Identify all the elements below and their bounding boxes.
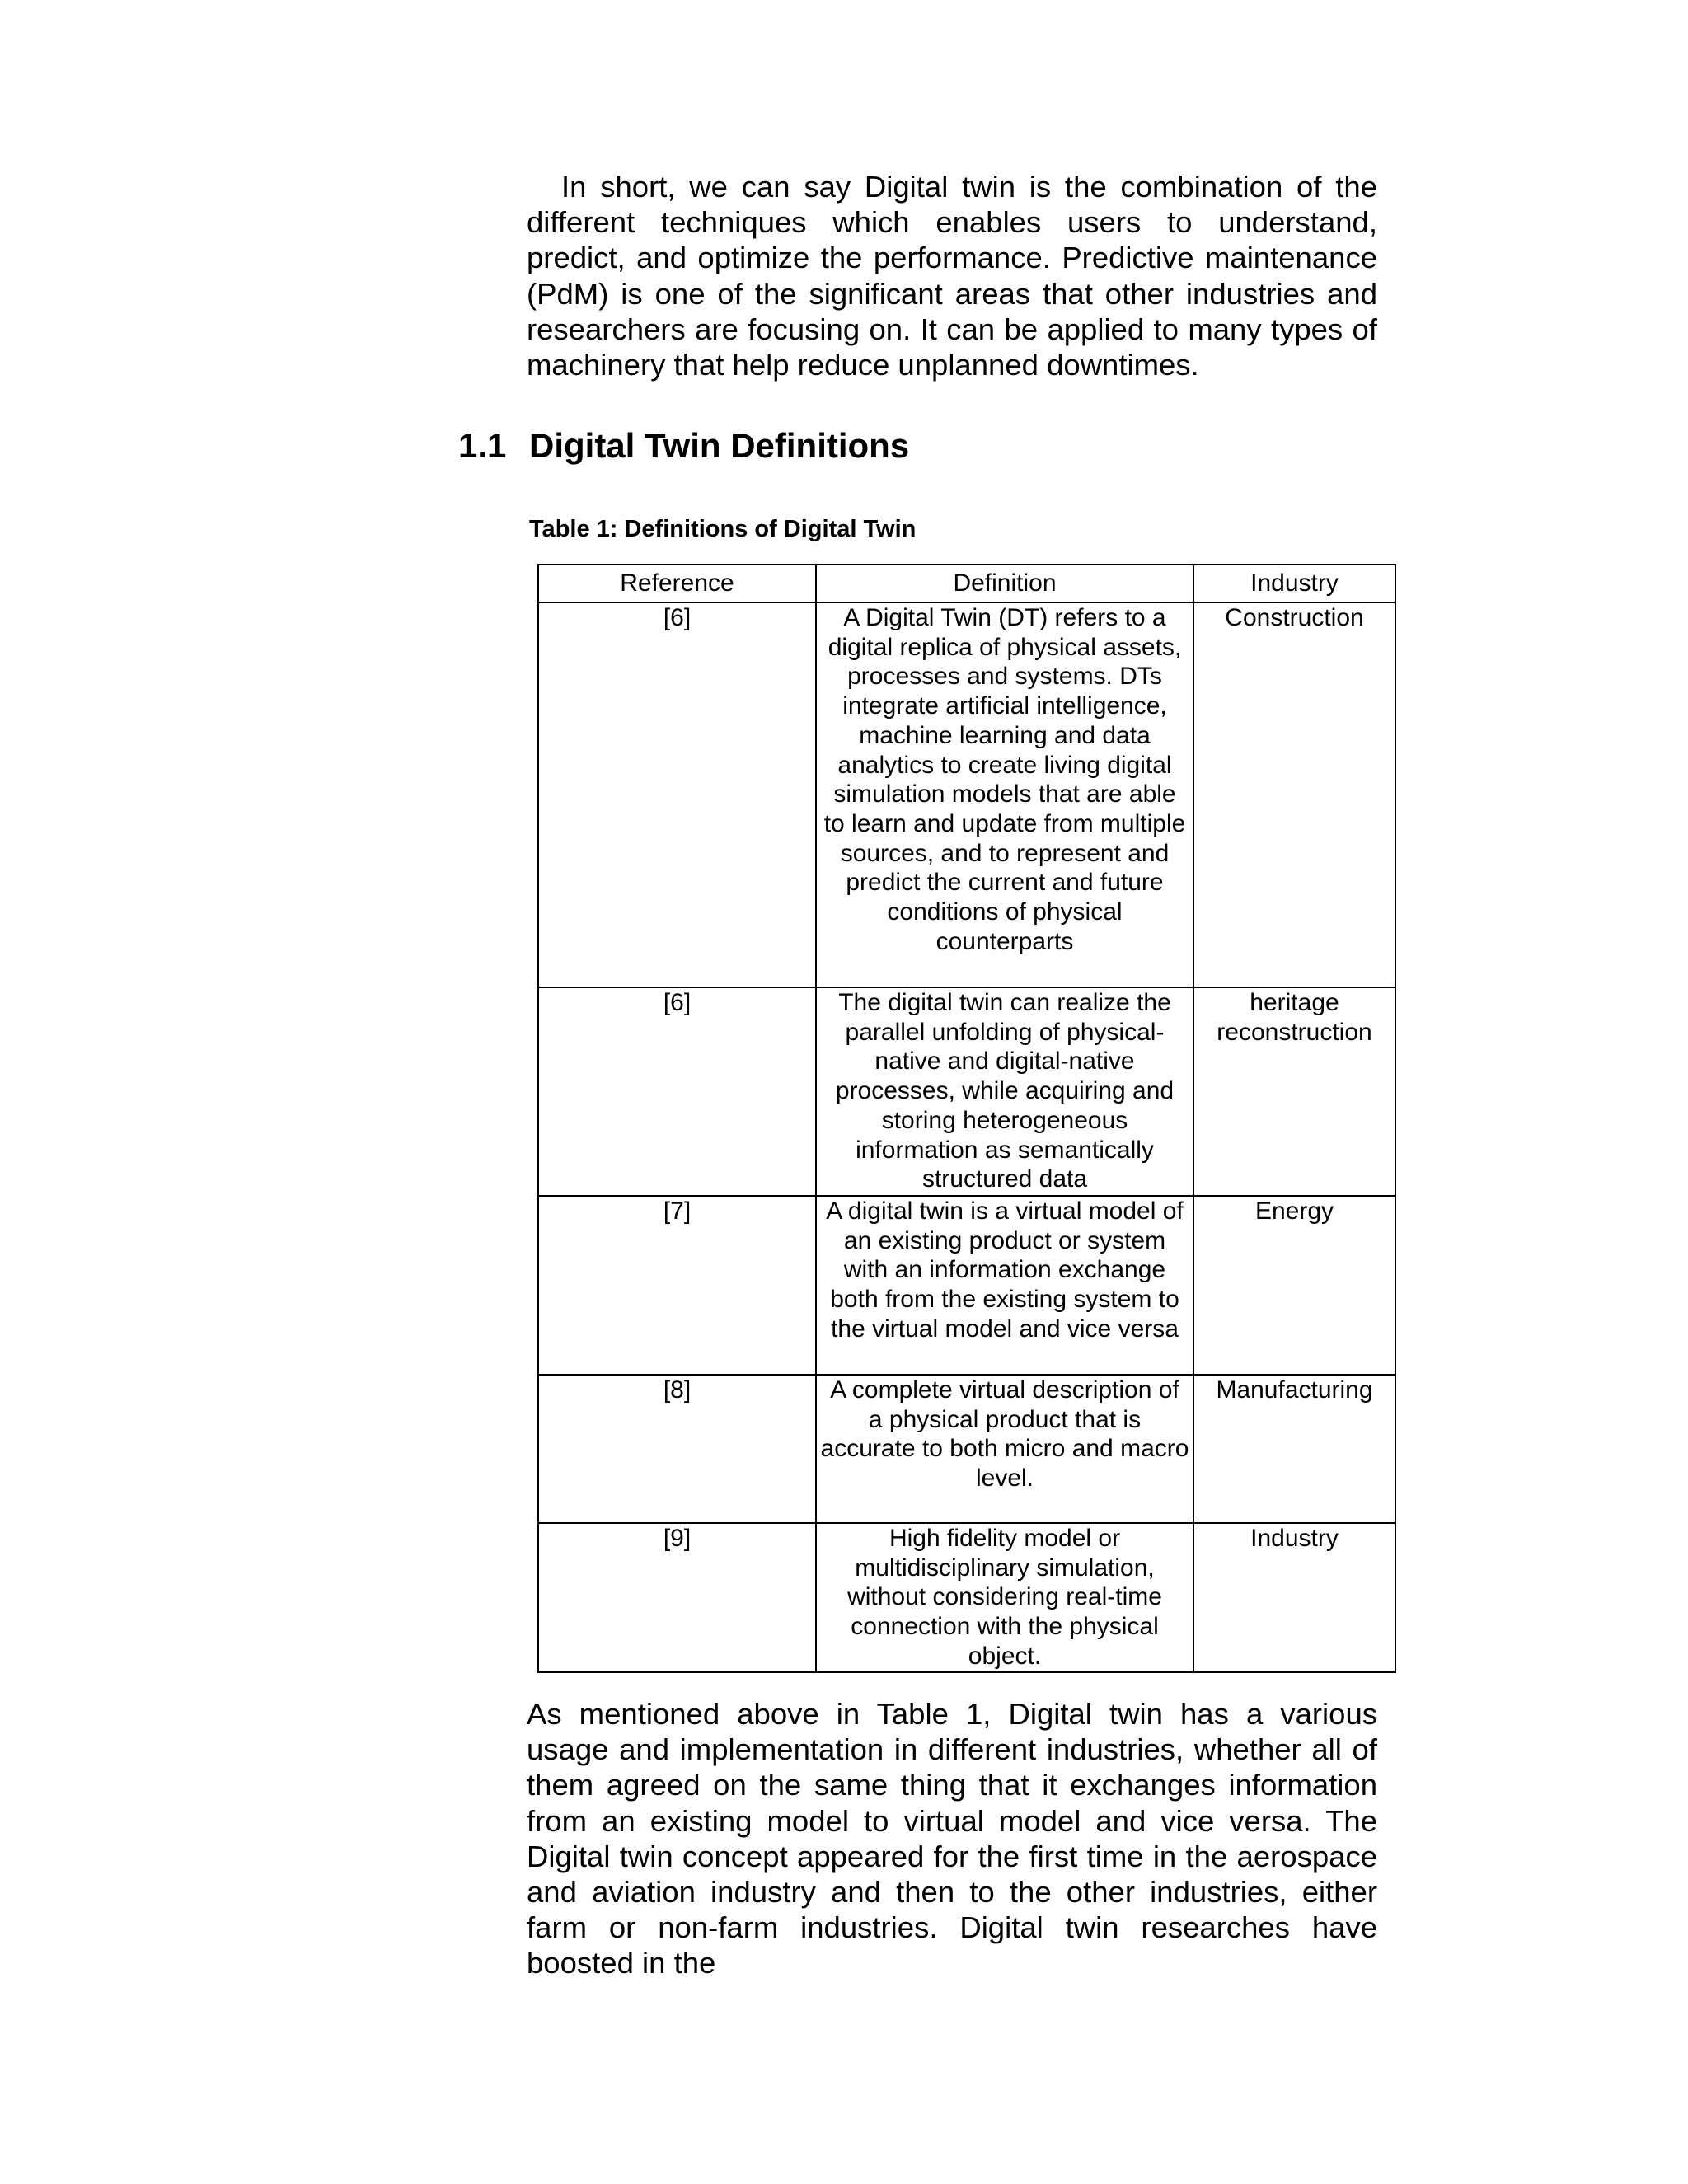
cell-industry: Construction	[1193, 602, 1395, 987]
cell-definition: A digital twin is a virtual model of an existing product or system with an information exchange both from the existing system to the virtual model and vice versa	[816, 1196, 1193, 1375]
table-row	[538, 987, 1395, 1196]
header-definition: Definition	[816, 565, 1193, 602]
table-row	[538, 1375, 1395, 1523]
definitions-table	[537, 564, 1396, 1673]
cell-definition: High fidelity model or multidisciplinary simulation, without considering real-time connection with the physical object.	[816, 1523, 1193, 1672]
intro-paragraph	[527, 169, 1377, 382]
after-table-paragraph: As mentioned above in Table 1, Digital twin has a various usage and implementation in different industries, whether all of them agreed on the same thing that it exchanges information from an existing model to virtual model and vice versa. The Digital twin concept appeared for the first time in the aerospace and aviation industry and then to the other industries, either farm or non-farm industries. Digital twin researches have boosted in the	[527, 1697, 1377, 1980]
cell-industry: Industry	[1193, 1523, 1395, 1672]
cell-definition: A Digital Twin (DT) refers to a digital replica of physical assets, processes and systems. DTs integrate artificial intelligence, machine learning and data analytics to create living digital simulation models that are able to learn and update from multiple sources, and to represent and predict the current and future conditions of physical counterparts	[816, 602, 1193, 987]
cell-industry: Energy	[1193, 1196, 1395, 1375]
header-reference: Reference	[538, 565, 816, 602]
table-caption: Table 1: Definitions of Digital Twin	[529, 516, 917, 542]
table-header-row	[538, 565, 1395, 602]
section-heading	[458, 423, 909, 469]
table-row	[538, 1196, 1395, 1375]
table-row	[538, 602, 1395, 987]
cell-definition: The digital twin can realize the parallel unfolding of physical-native and digital-native processes, while acquiring and storing heterogeneous information as semantically structured data	[816, 987, 1193, 1196]
cell-definition: A complete virtual description of a physical product that is accurate to both micro and macro level.	[816, 1375, 1193, 1523]
table-row	[538, 1523, 1395, 1672]
section-number: 1.1	[458, 426, 507, 465]
section-title: Digital Twin Definitions	[529, 426, 910, 465]
intro-paragraph-text: In short, we can say Digital twin is the combination of the different techniques which enables users to understand, predict, and optimize the performance. Predictive maintenance (PdM) is one of the significant areas that other industries and researchers are focusing on. It can be applied to many types of machinery that help reduce unplanned downtimes.	[527, 170, 1377, 382]
cell-industry: heritage reconstruction	[1193, 987, 1395, 1196]
cell-industry: Manufacturing	[1193, 1375, 1395, 1523]
cell-reference: [7]	[538, 1196, 816, 1375]
cell-reference: [8]	[538, 1375, 816, 1523]
header-industry: Industry	[1193, 565, 1395, 602]
cell-reference: [6]	[538, 987, 816, 1196]
cell-reference: [6]	[538, 602, 816, 987]
cell-reference: [9]	[538, 1523, 816, 1672]
